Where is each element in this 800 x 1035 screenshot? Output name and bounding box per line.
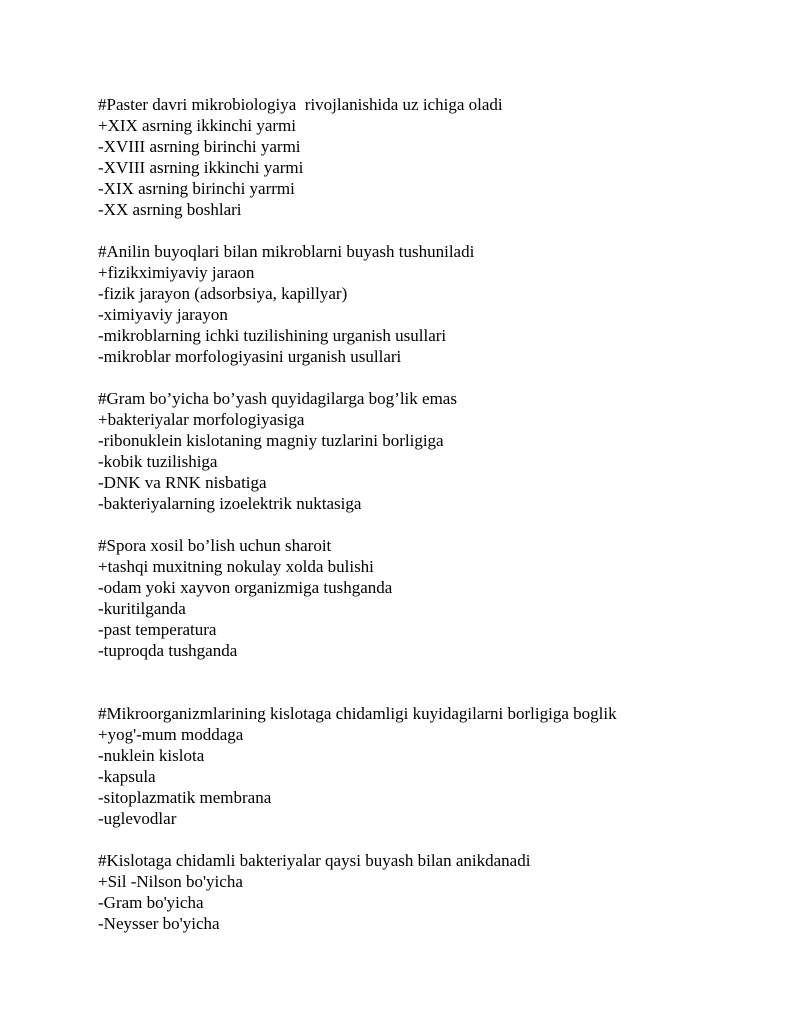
blank-line xyxy=(98,829,778,850)
answer-option: -ximiyaviy jarayon xyxy=(98,305,228,324)
answer-option: -bakteriyalarning izoelektrik nuktasiga xyxy=(98,494,362,513)
answer-option: -past temperatura xyxy=(98,620,217,639)
answer-option: -XX asrning boshlari xyxy=(98,200,242,219)
answer-option: +yog'-mum moddaga xyxy=(98,725,244,744)
answer-option: -XIX asrning birinchi yarrmi xyxy=(98,179,295,198)
answer-option: -mikroblarning ichki tuzilishining urganish usullari xyxy=(98,326,447,345)
answer-option: -XVIII asrning ikkinchi yarmi xyxy=(98,158,304,177)
blank-line xyxy=(98,661,778,703)
question-text: #Anilin buyoqlari bilan mikroblarni buyash tushuniladi xyxy=(98,242,475,261)
answer-option: +bakteriyalar morfologiyasiga xyxy=(98,410,305,429)
answer-option: -uglevodlar xyxy=(98,809,177,828)
answer-option: -Gram bo'yicha xyxy=(98,893,204,912)
question-text: #Mikroorganizmlarining kislotaga chidamligi kuyidagilarni borligiga boglik xyxy=(98,704,617,723)
answer-option: +fizikximiyaviy jaraon xyxy=(98,263,255,282)
answer-option: -DNK va RNK nisbatiga xyxy=(98,473,267,492)
answer-option: -nuklein kislota xyxy=(98,746,205,765)
answer-option: -kapsula xyxy=(98,767,156,786)
answer-option: -ribonuklein kislotaning magniy tuzlarini borligiga xyxy=(98,431,444,450)
answer-option: -XVIII asrning birinchi yarmi xyxy=(98,137,301,156)
question-block xyxy=(98,94,778,220)
question-block xyxy=(98,388,778,514)
answer-option: +tashqi muxitning nokulay xolda bulishi xyxy=(98,557,374,576)
answer-option: +XIX asrning ikkinchi yarmi xyxy=(98,116,296,135)
answer-option: -odam yoki xayvon organizmiga tushganda xyxy=(98,578,393,597)
answer-option: -sitoplazmatik membrana xyxy=(98,788,272,807)
question-text: #Paster davri mikrobiologiya rivojlanishida uz ichiga oladi xyxy=(98,95,503,114)
question-block xyxy=(98,703,778,829)
blank-line xyxy=(98,220,778,241)
blank-line xyxy=(98,514,778,535)
question-block xyxy=(98,535,778,661)
answer-option: -kobik tuzilishiga xyxy=(98,452,218,471)
document-content xyxy=(98,94,778,934)
answer-option: -mikroblar morfologiyasini urganish usullari xyxy=(98,347,402,366)
answer-option: -Neysser bo'yicha xyxy=(98,914,220,933)
answer-option: -tuproqda tushganda xyxy=(98,641,238,660)
question-text: #Spora xosil bo’lish uchun sharoit xyxy=(98,536,332,555)
question-text: #Gram bo’yicha bo’yash quyidagilarga bog’lik emas xyxy=(98,389,457,408)
question-block xyxy=(98,241,778,367)
question-text: #Kislotaga chidamli bakteriyalar qaysi buyash bilan anikdanadi xyxy=(98,851,531,870)
answer-option: -fizik jarayon (adsorbsiya, kapillyar) xyxy=(98,284,348,303)
blank-line xyxy=(98,367,778,388)
question-block xyxy=(98,850,778,934)
answer-option: -kuritilganda xyxy=(98,599,186,618)
answer-option: +Sil -Nilson bo'yicha xyxy=(98,872,243,891)
